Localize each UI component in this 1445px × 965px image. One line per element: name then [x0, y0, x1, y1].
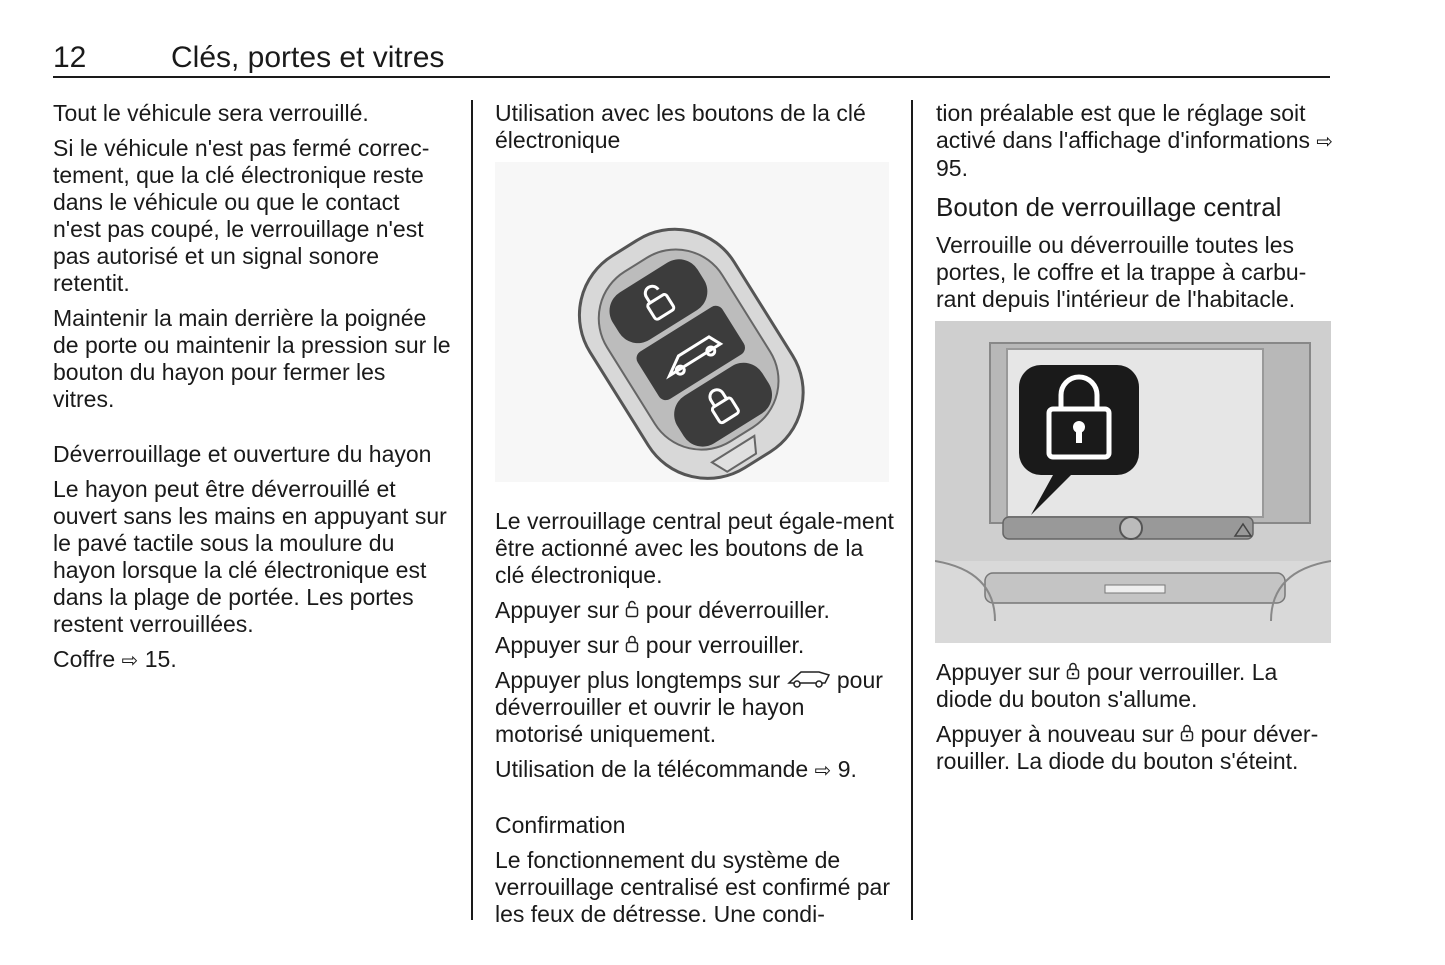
paragraph: [53, 646, 453, 674]
text-fragment: pour verrouiller.: [645, 632, 805, 658]
text-fragment: pour déverrouiller et ouvrir le hayon motorisé uniquement.: [495, 667, 883, 747]
section-heading: Bouton de verrouillage central: [936, 192, 1282, 222]
paragraph: [495, 667, 895, 748]
cross-reference-arrow-icon: ⇨: [814, 758, 832, 782]
central-lock-button-icon: [1066, 659, 1080, 686]
text-fragment: pour verrouiller. La diode du bouton s'allume.: [936, 659, 1278, 712]
paragraph: [936, 659, 1336, 713]
paragraph: [936, 721, 1336, 775]
link-text: Coffre: [53, 646, 116, 672]
paragraph: Maintenir la main derrière la poignée de porte ou maintenir la pression sur le bouton du hayon pour fermer les vitres.: [53, 305, 451, 412]
link-text: Utilisation de la télécommande: [495, 756, 809, 782]
text-fragment: Appuyer sur: [495, 632, 620, 658]
paragraph: Si le véhicule n'est pas fermé correc-tement, que la clé électronique reste dans le véhicule ou que le contact n'est pas coupé, le verrouillage n'est pas autorisé et un signal sonore retentit.: [53, 135, 430, 296]
column-3: [936, 100, 1336, 783]
page-reference[interactable]: 9.: [837, 756, 857, 782]
paragraph: [936, 100, 1336, 182]
paragraph: [495, 632, 895, 659]
key-fob-illustration: [495, 162, 889, 482]
paragraph: [495, 597, 895, 624]
page-reference[interactable]: 95.: [936, 155, 968, 181]
page-reference[interactable]: 15.: [144, 646, 177, 672]
paragraph: Le verrouillage central peut égale-ment être actionné avec les boutons de la clé électronique.: [495, 508, 894, 588]
cross-reference-arrow-icon: ⇨: [1316, 129, 1334, 153]
text-fragment: tion préalable est que le réglage soit activé dans l'affichage d'informations: [936, 100, 1311, 153]
cross-reference-arrow-icon: ⇨: [121, 648, 139, 672]
dashboard-illustration: [935, 321, 1331, 643]
paragraph: Verrouille ou déverrouille toutes les portes, le coffre et la trappe à carbu-rant depuis l'intérieur de l'habitacle.: [936, 232, 1307, 312]
section-heading: Confirmation: [495, 812, 626, 838]
text-fragment: pour déver-rouiller. La diode du bouton s'éteint.: [936, 721, 1319, 774]
text-fragment: pour déverrouiller.: [645, 597, 830, 623]
column-divider-2: [911, 100, 913, 920]
section-heading: Déverrouillage et ouverture du hayon: [53, 441, 432, 467]
text-fragment: Appuyer à nouveau sur: [936, 721, 1174, 747]
text-fragment: Appuyer sur: [495, 597, 620, 623]
page-number: 12: [53, 41, 87, 74]
padlock-open-icon: [625, 597, 639, 624]
column-1: [53, 100, 453, 682]
text-fragment: Appuyer sur: [936, 659, 1061, 685]
page-header: [53, 40, 1330, 78]
paragraph: Le fonctionnement du système de verrouillage centralisé est confirmé par les feux de détresse. Une condi-: [495, 847, 891, 927]
paragraph: [495, 756, 895, 784]
padlock-closed-icon: [625, 632, 639, 659]
car-tailgate-icon: [787, 667, 831, 694]
paragraph: Le hayon peut être déverrouillé et ouvert sans les mains en appuyant sur le pavé tactile sous la moulure du hayon lorsque la clé électronique est dans la plage de portée. Les portes restent verrouillées.: [53, 476, 447, 637]
column-2: [495, 100, 895, 936]
text-fragment: Appuyer plus longtemps sur: [495, 667, 781, 693]
paragraph: Tout le véhicule sera verrouillé.: [53, 100, 369, 126]
chapter-title: Clés, portes et vitres: [171, 41, 445, 74]
central-lock-button-icon: [1180, 721, 1194, 748]
section-heading: Utilisation avec les boutons de la clé électronique: [495, 100, 866, 153]
column-divider-1: [471, 100, 473, 920]
